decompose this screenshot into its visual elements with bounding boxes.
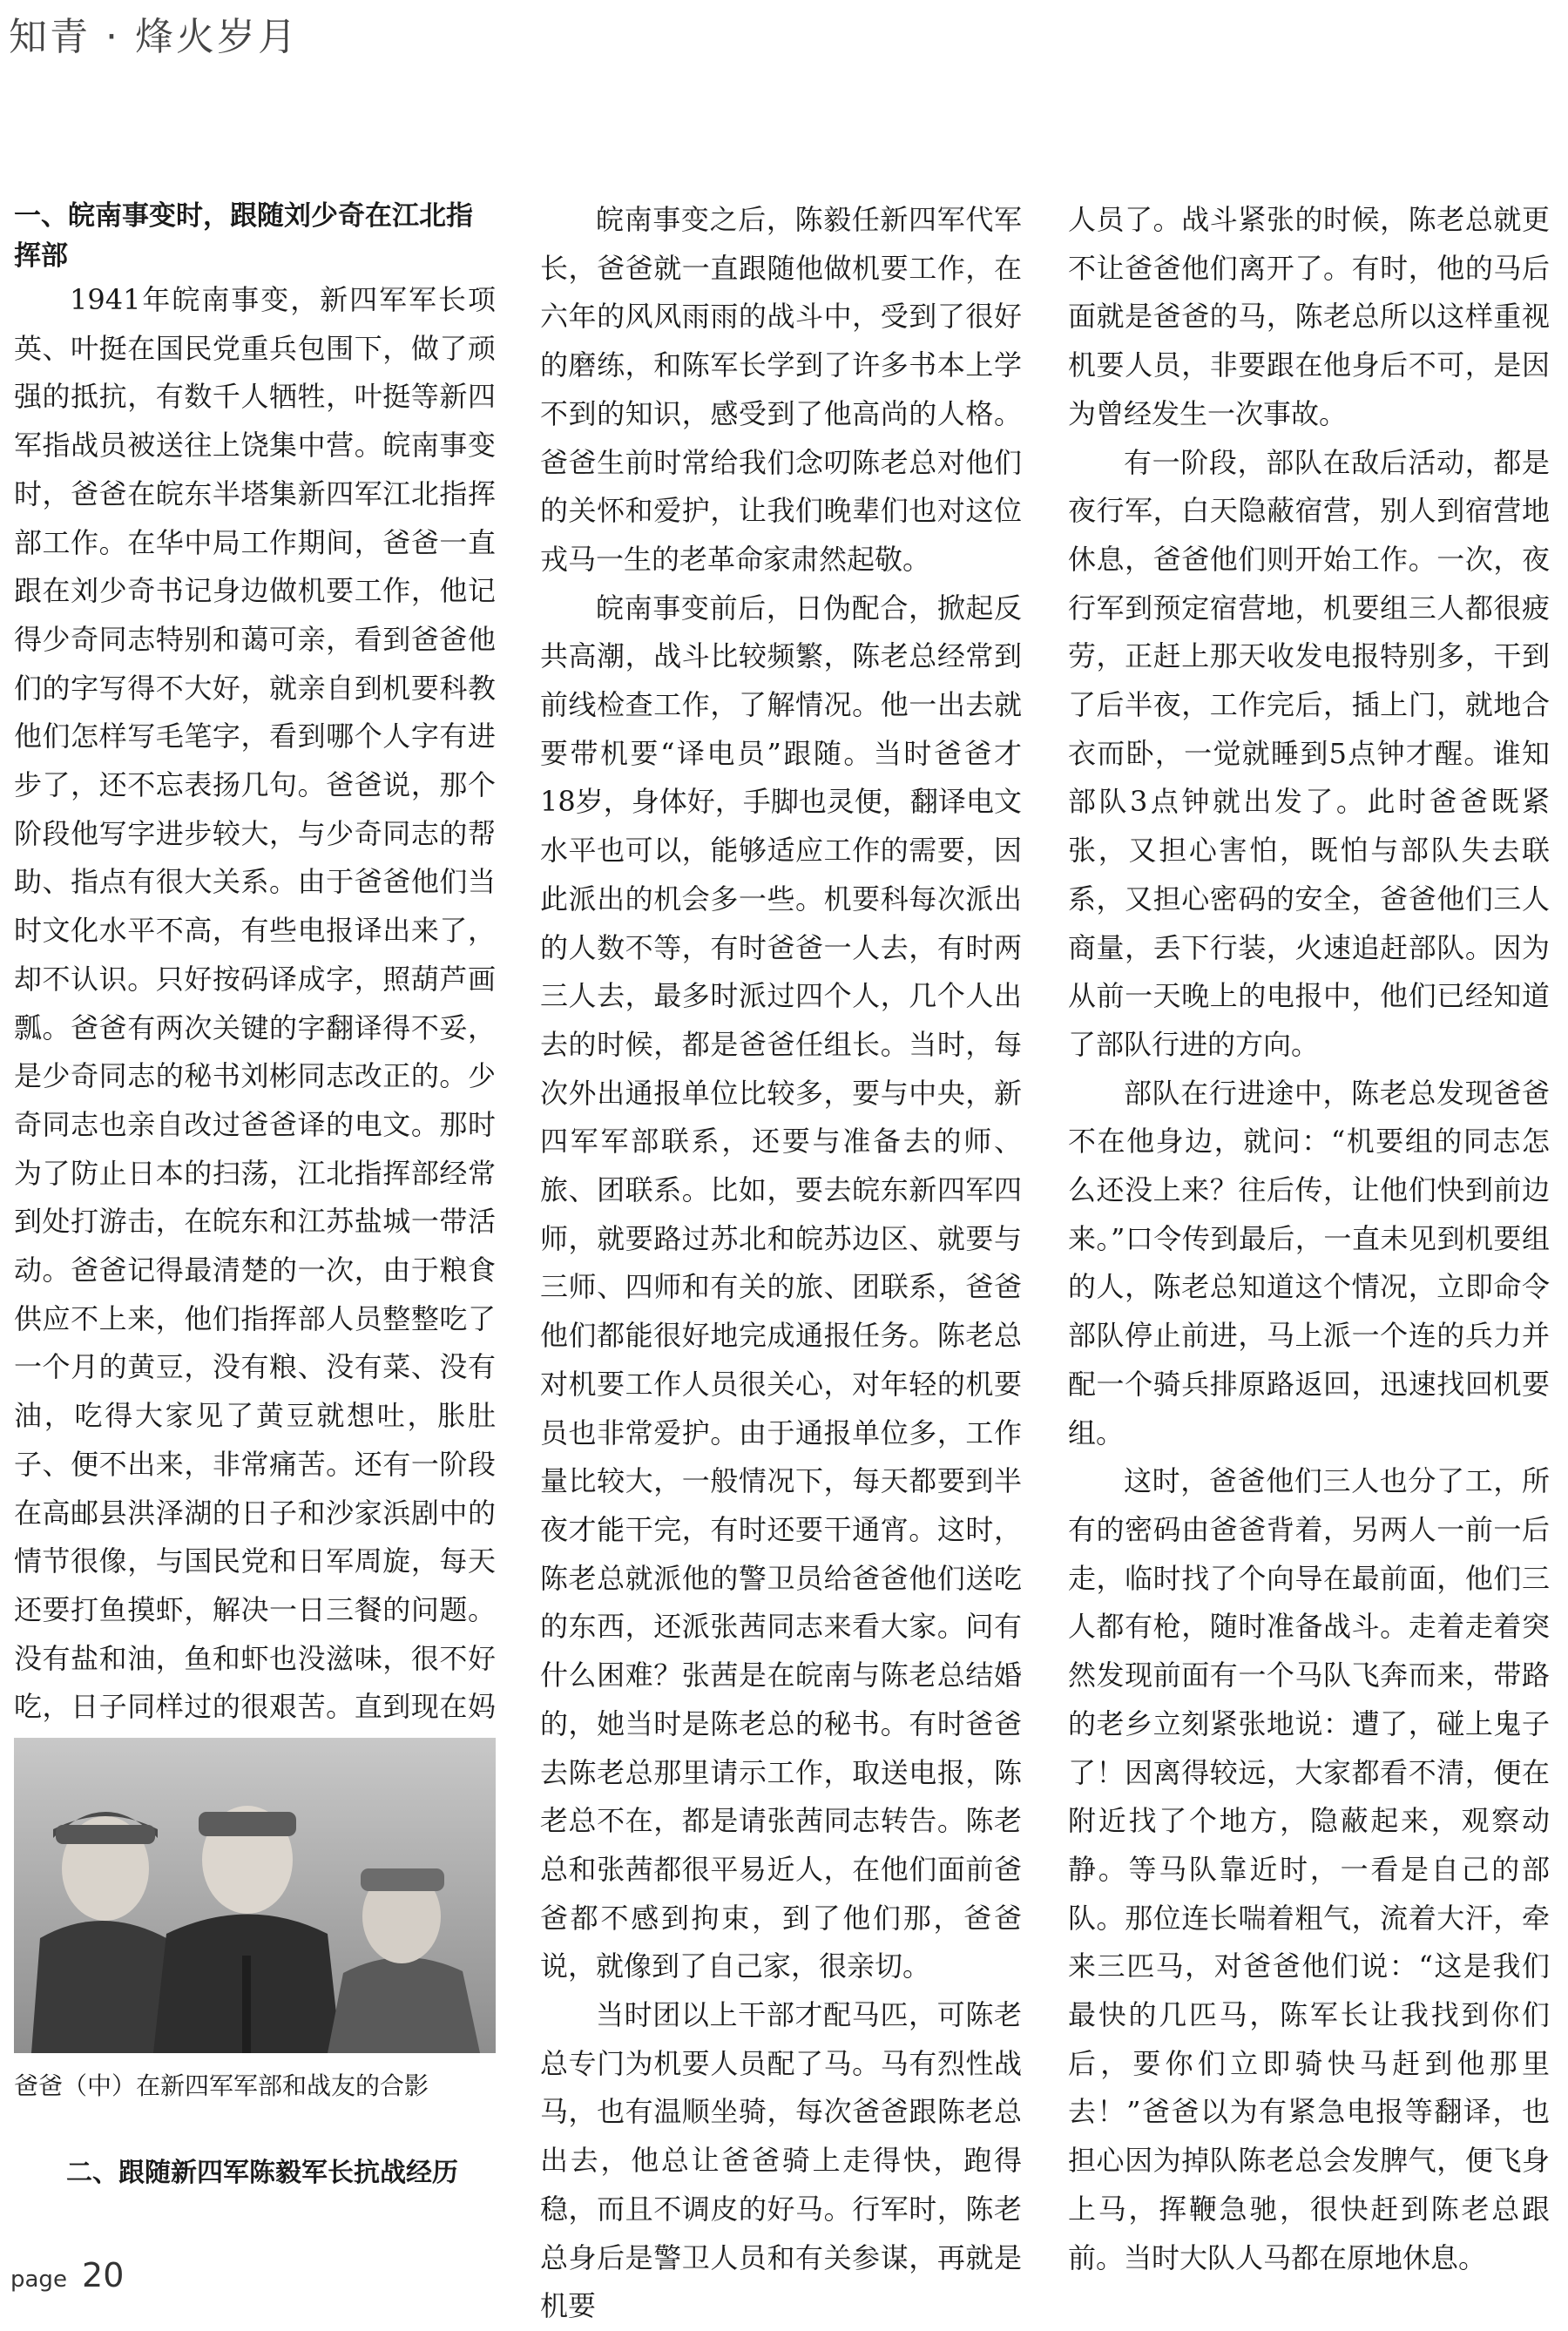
- photo-illustration: [14, 1738, 496, 2053]
- photo-caption: 爸爸（中）在新四军军部和战友的合影: [14, 2071, 429, 2100]
- paragraph: 部队在行进途中，陈老总发现爸爸不在他身边，就问：“机要组的同志怎么还没上来？往后传，让他们快到前边来。”口令传到最后，一直未见到机要组的人，陈老总知道这个情况，立即命令部队停止前进，马上派一个连的兵力并配一个骑兵排原路返回，迅速找回机要组。: [1068, 1076, 1550, 1449]
- historical-group-photo: [14, 1738, 496, 2053]
- column-3: [1068, 196, 1550, 2282]
- column-1: [14, 196, 496, 1829]
- paragraph: 人员了。战斗紧张的时候，陈老总就更不让爸爸他们离开了。有时，他的马后面就是爸爸的马，陈老总所以这样重视机要人员，非要跟在他身后不可，是因为曾经发生一次事故。: [1068, 203, 1550, 430]
- section-1-heading: 一、皖南事变时，跟随刘少奇在江北指挥部: [14, 200, 473, 272]
- paragraph: 这时，爸爸他们三人也分了工，所有的密码由爸爸背着，另两人一前一后走，临时找了个向导在最前面，他们三人都有枪，随时准备战斗。走着走着突然发现前面有一个马队飞奔而来，带路的老乡立刻紧张地说：遭了，碰上鬼子了！因离得较远，大家都看不清，便在附近找了个地方，隐蔽起来，观察动静。等马队靠近时，一看是自己的部队。那位连长喘着粗气，流着大汗，牵来三匹马，对爸爸他们说：“这是我们最快的几匹马，陈军长让我找到你们后，要你们立即骑快马赶到他那里去！”爸爸以为有紧急电报等翻译，也担心因为掉队陈老总会发脾气，便飞身上马，挥鞭急驰，很快赶到陈老总跟前。当时大队人马都在原地休息。: [1068, 1464, 1550, 2274]
- paragraph: 当时团以上干部才配马匹，可陈老总专门为机要人员配了马。马有烈性战马，也有温顺坐骑，每次爸爸跟陈老总出去，他总让爸爸骑上走得快，跑得稳，而且不调皮的好马。行军时，陈老总身后是警卫人员和有关参谋，再就是机要: [540, 1998, 1022, 2323]
- paragraph: 有一阶段，部队在敌后活动，都是夜行军，白天隐蔽宿营，别人到宿营地休息，爸爸他们则开始工作。一次，夜行军到预定宿营地，机要组三人都很疲劳，正赶上那天收发电报特别多，干到了后半夜，工作完后，插上门，就地合衣而卧，一觉就睡到5点钟才醒。谁知部队3点钟就出发了。此时爸爸既紧张，又担心害怕，既怕与部队失去联系，又担心密码的安全，爸爸他们三人商量，丢下行装，火速追赶部队。因为从前一天晚上的电报中，他们已经知道了部队行进的方向。: [1068, 445, 1550, 1061]
- magazine-section-title: 知青 · 烽火岁月: [9, 15, 299, 59]
- page-label: page: [10, 2267, 67, 2293]
- page-footer: [10, 2256, 124, 2294]
- paragraph: 皖南事变之后，陈毅任新四军代军长，爸爸就一直跟随他做机要工作，在六年的风风雨雨的战斗中，受到了很好的磨练，和陈军长学到了许多书本上学不到的知识，感受到了他高尚的人格。爸爸生前时常给我们念叨陈老总对他们的关怀和爱护，让我们晚辈们也对这位戎马一生的老革命家肃然起敬。: [540, 203, 1022, 576]
- paragraph: 皖南事变前后，日伪配合，掀起反共高潮，战斗比较频繁，陈老总经常到前线检查工作，了解情况。他一出去就要带机要“译电员”跟随。当时爸爸才18岁，身体好，手脚也灵便，翻译电文水平也可以，能够适应工作的需要，因此派出的机会多一些。机要科每次派出的人数不等，有时爸爸一人去，有时两三人去，最多时派过四个人，几个人出去的时候，都是爸爸任组长。当时，每次外出通报单位比较多，要与中央，新四军军部联系，还要与准备去的师、旅、团联系。比如，要去皖东新四军四师，就要路过苏北和皖苏边区、就要与三师、四师和有关的旅、团联系，爸爸他们都能很好地完成通报任务。陈老总对机要工作人员很关心，对年轻的机要员也非常爱护。由于通报单位多，工作量比较大，一般情况下，每天都要到半夜才能干完，有时还要干通宵。这时，陈老总就派他的警卫员给爸爸他们送吃的东西，还派张茜同志来看大家。问有什么困难？张茜是在皖南与陈老总结婚的，她当时是陈老总的秘书。有时爸爸去陈老总那里请示工作，取送电报，陈老总不在，都是请张茜同志转告。陈老总和张茜都很平易近人，在他们面前爸爸都不感到拘束，到了他们那，爸爸说，就像到了自己家，很亲切。: [540, 591, 1022, 1983]
- paragraph: 1941年皖南事变，新四军军长项英、叶挺在国民党重兵包围下，做了顽强的抵抗，有数千人牺牲，叶挺等新四军指战员被送往上饶集中营。皖南事变时，爸爸在皖东半塔集新四军江北指挥部工作。在华中局工作期间，爸爸一直跟在刘少奇书记身边做机要工作，他记得少奇同志特别和蔼可亲，看到爸爸他们的字写得不大好，就亲自到机要科教他们怎样写毛笔字，看到哪个人字有进步了，还不忘表扬几句。爸爸说，那个阶段他写字进步较大，与少奇同志的帮助、指点有很大关系。由于爸爸他们当时文化水平不高，有些电报译出来了，却不认识。只好按码译成字，照葫芦画瓢。爸爸有两次关键的字翻译得不妥，是少奇同志的秘书刘彬同志改正的。少奇同志也亲自改过爸爸译的电文。那时为了防止日本的扫荡，江北指挥部经常到处打游击，在皖东和江苏盐城一带活动。爸爸记得最清楚的一次，由于粮食供应不上来，他们指挥部人员整整吃了一个月的黄豆，没有粮、没有菜、没有油，吃得大家见了黄豆就想吐，胀肚子、便不出来，非常痛苦。还有一阶段在高邮县洪泽湖的日子和沙家浜剧中的情节很像，与国民党和日军周旋，每天还要打鱼摸虾，解决一日三餐的问题。没有盐和油，鱼和虾也没滋味，很不好吃，日子同样过的很艰苦。直到现在妈: [14, 283, 496, 1724]
- section-2-heading: 二、跟随新四军陈毅军长抗战经历: [66, 2158, 458, 2188]
- column-2: [540, 196, 1022, 2331]
- page-number: 20: [82, 2256, 125, 2294]
